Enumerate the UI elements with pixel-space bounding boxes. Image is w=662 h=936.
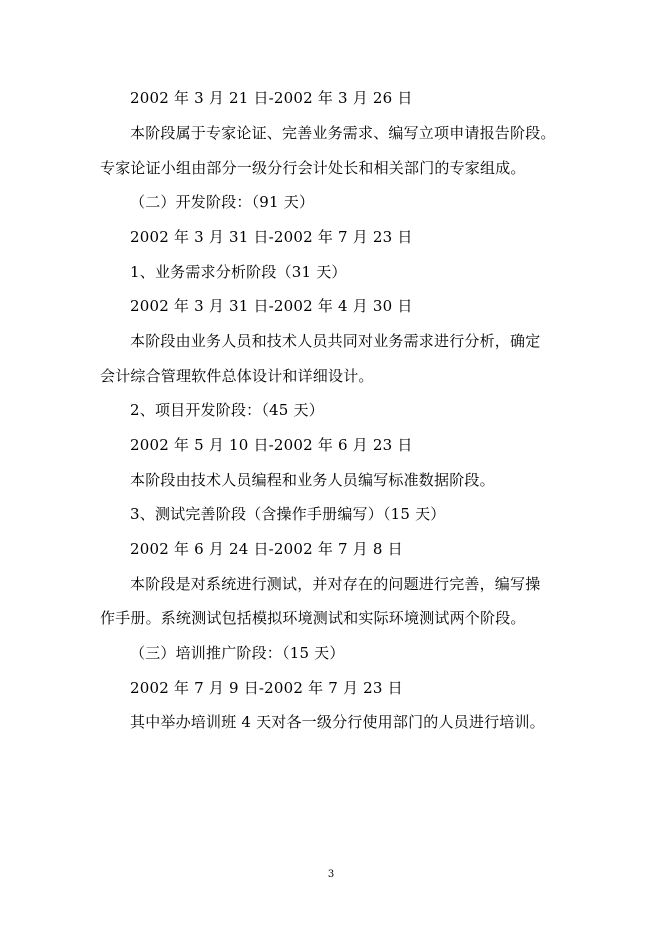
date-range-line: 2002 年 6 月 24 日-2002 年 7 月 8 日 [130, 540, 403, 558]
subsection-heading: 3、测试完善阶段（含操作手册编写）（15 天） [130, 505, 446, 523]
subsection-heading: 1、业务需求分析阶段（31 天） [130, 263, 347, 281]
page-number: 3 [327, 869, 335, 880]
body-paragraph-line: 专家论证小组由部分一级分行会计处长和相关部门的专家组成。 [100, 159, 526, 177]
section-heading: （三）培训推广阶段：（15 天） [130, 644, 345, 662]
date-range-line: 2002 年 5 月 10 日-2002 年 6 月 23 日 [130, 436, 413, 454]
body-paragraph-line: 作手册。系统测试包括模拟环境测试和实际环境测试两个阶段。 [100, 609, 526, 627]
date-range-line: 2002 年 3 月 31 日-2002 年 4 月 30 日 [130, 297, 413, 315]
body-paragraph-line: 本阶段是对系统进行测试，并对存在的问题进行完善，编写操 [130, 575, 541, 593]
body-paragraph-line: 本阶段属于专家论证、完善业务需求、编写立项申请报告阶段。 [130, 124, 556, 142]
body-paragraph-line: 其中举办培训班 4 天对各一级分行使用部门的人员进行培训。 [130, 713, 545, 731]
body-paragraph-line: 会计综合管理软件总体设计和详细设计。 [100, 367, 374, 385]
date-range-line: 2002 年 3 月 31 日-2002 年 7 月 23 日 [130, 228, 413, 246]
subsection-heading: 2、项目开发阶段：（45 天） [130, 401, 324, 419]
body-paragraph-line: 本阶段由技术人员编程和业务人员编写标准数据阶段。 [130, 471, 495, 489]
date-range-line: 2002 年 3 月 21 日-2002 年 3 月 26 日 [130, 89, 413, 107]
body-paragraph-line: 本阶段由业务人员和技术人员共同对业务需求进行分析，确定 [130, 332, 541, 350]
section-heading: （二）开发阶段：（91 天） [130, 193, 315, 211]
date-range-line: 2002 年 7 月 9 日-2002 年 7 月 23 日 [130, 679, 403, 697]
